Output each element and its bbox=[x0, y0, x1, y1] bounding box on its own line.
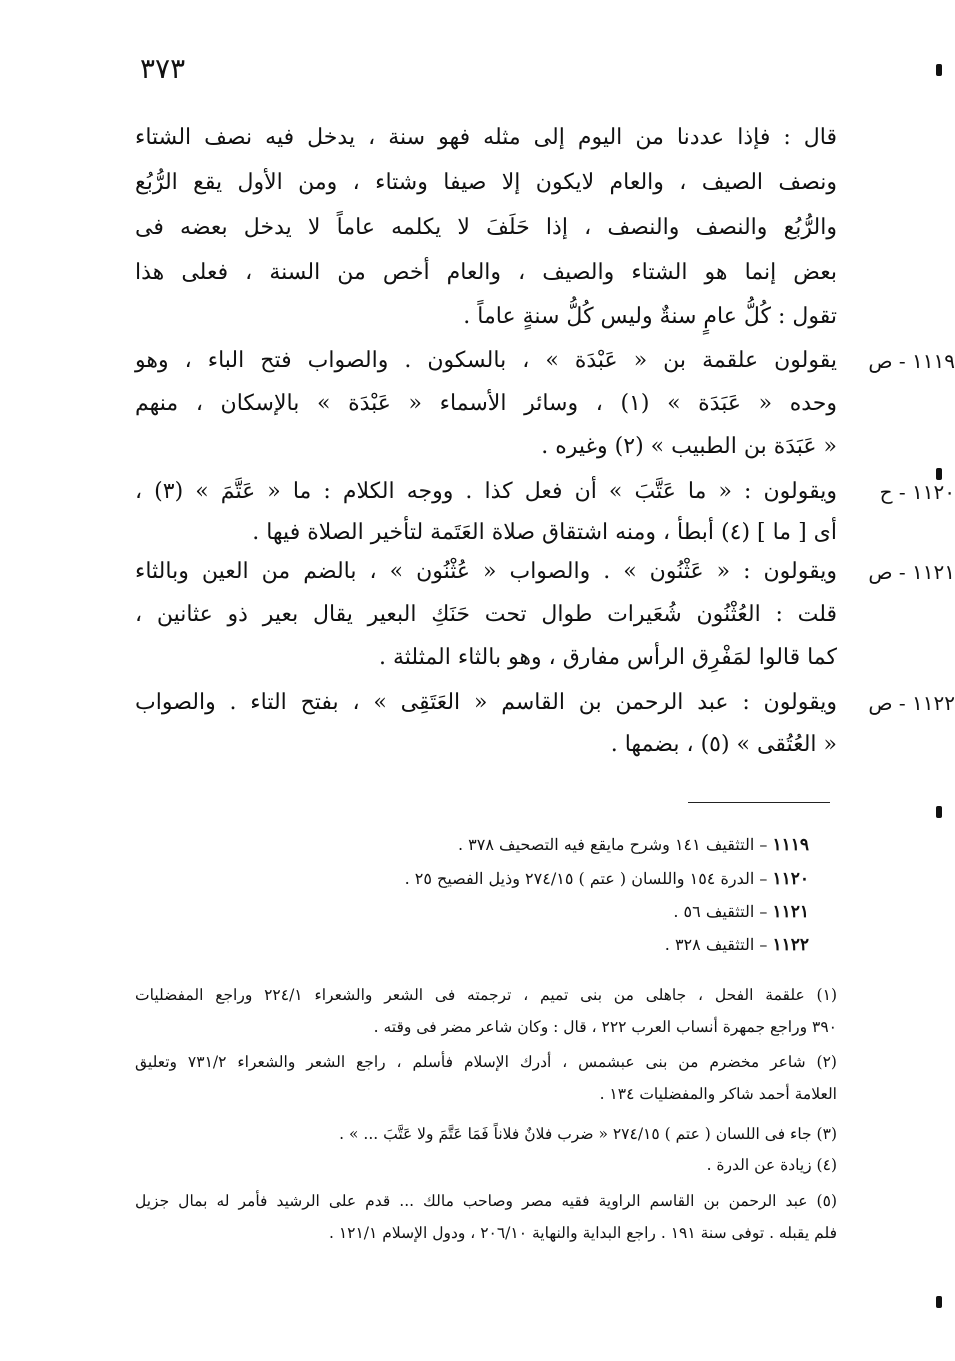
line-text: قلت : العُثْنُون شُعَيرات طوال تحت حَنَكِ البعير يقال بعير ذو عثانين ، bbox=[135, 602, 837, 627]
entry-number: ١١٢٢ - ص bbox=[868, 691, 955, 715]
text-line bbox=[135, 384, 837, 424]
source-line bbox=[209, 930, 809, 960]
scan-edge-mark bbox=[936, 64, 942, 76]
line-text: تقول : كُلُّ عامٍ سنةٌ وليس كُلُّ سنةٍ عاماً . bbox=[463, 304, 837, 329]
source-number: ١١٢٠ bbox=[772, 869, 809, 889]
text-line bbox=[135, 253, 837, 293]
line-text: كما قالوا لمَفْرِق الرأس مفارق ، وهو بالثاء المثلثة . bbox=[378, 645, 837, 670]
line-text: ويقولون : « عَثْنُون » . والصواب « عُثْنُون » ، بالضم من العين وبالثاء bbox=[135, 559, 837, 584]
source-text: – التثقيف ٣٢٨ . bbox=[664, 935, 768, 954]
source-text: – التثقيف ٥٦ . bbox=[673, 902, 768, 921]
line-text: ونصف الصيف ، والعام لايكون إلا صيفا وشتاء ، ومن الأول يقع الرُّبُع bbox=[135, 170, 837, 195]
text-line bbox=[135, 118, 837, 158]
source-line bbox=[209, 864, 809, 894]
text-line bbox=[135, 297, 837, 337]
footnote-line: ٣٩٠ وراجع جمهرة أنساب العرب ٢٢٢ ، قال : وكان شاعر مضر فى وقته . bbox=[373, 1018, 837, 1036]
line-text: ويقولون : عبد الرحمن بن القاسم « العَتَقِى » ، بفتح التاء . والصواب bbox=[135, 690, 837, 715]
footnote-line: (١) علقمة الفحل ، جاهلى من بنى تميم ، ترجمته فى الشعر والشعراء ٢٢٤/١ وراجع المفضليات bbox=[135, 986, 837, 1004]
text-line bbox=[135, 341, 837, 381]
text-line bbox=[135, 472, 837, 512]
footnote-line: (٥) عبد الرحمن بن القاسم الراوية فقيه مصر وصاحب مالك ... قدم على الرشيد فأمر له بمال جزيل bbox=[135, 1192, 837, 1210]
scan-edge-mark bbox=[936, 468, 942, 480]
source-number: ١١٢٢ bbox=[772, 935, 809, 955]
source-line bbox=[209, 830, 809, 860]
source-line bbox=[209, 897, 809, 927]
source-number: ١١١٩ bbox=[772, 835, 809, 855]
footnote-line: (٣) جاء فى اللسان ( عتم ) ٢٧٤/١٥ « ضرب فلانٌ فلاناً فَمَا عَتَّمَ ولا عَتَّبَ ... » . bbox=[339, 1125, 837, 1143]
text-line bbox=[135, 163, 837, 203]
text-line bbox=[135, 552, 837, 592]
text-line bbox=[135, 683, 837, 723]
source-number: ١١٢١ bbox=[772, 902, 809, 922]
text-line bbox=[135, 427, 837, 467]
text-line bbox=[135, 208, 837, 248]
footnote-line: فلم يقبله . توفى سنة ١٩١ . راجع البداية والنهاية ٢٠٦/١٠ ، ودول الإسلام ١٢١/١ . bbox=[328, 1224, 837, 1242]
line-text: بعض إنما هو الشتاء والصيف ، والعام أخص من السنة ، فعلى هذا bbox=[135, 260, 837, 285]
main-text bbox=[135, 118, 955, 768]
line-text: « العُتُقى » (٥) ، بضمها . bbox=[610, 732, 837, 757]
text-line bbox=[135, 595, 837, 635]
page-number: ٣٧٣ bbox=[140, 52, 186, 85]
footnote-line: (٤) زيادة عن الدرة . bbox=[706, 1156, 837, 1174]
text-line bbox=[135, 638, 837, 678]
source-text: – التثقيف ١٤١ وشرح مايقع فيه التصحيف ٣٧٨ . bbox=[457, 835, 768, 854]
footnote-line: (٢) شاعر مخضرم من بنى عبشمس ، أدرك الإسلام فأسلم ، راجع الشعر والشعراء ٧٣١/٢ وتعليق bbox=[135, 1053, 837, 1071]
line-text: قال : فإذا عددنا من اليوم إلى مثله فهو سنة ، يدخل فيه نصف الشتاء bbox=[135, 125, 837, 150]
text-line bbox=[135, 725, 837, 765]
line-text: يقولون علقمة بن « عَبْدَة » ، بالسكون . والصواب فتح الباء ، وهو bbox=[135, 348, 837, 373]
text-line bbox=[135, 513, 837, 553]
source-text: – الدرة ١٥٤ واللسان ( عتم ) ٢٧٤/١٥ وذيل الفصيح ٢٥ . bbox=[404, 869, 768, 888]
footnote-separator bbox=[688, 802, 830, 803]
scan-edge-mark bbox=[936, 1296, 942, 1308]
scan-edge-mark bbox=[936, 806, 942, 818]
entry-number: ١١١٩ - ص bbox=[868, 349, 955, 373]
line-text: أى [ ما ] (٤) أبطأ ، ومنه اشتقاق صلاة العَتَمة لتأخير الصلاة فيها . bbox=[252, 520, 837, 545]
line-text: وحده « عَبَدَة » (١) ، وسائر الأسماء « عَبْدَة » بالإسكان ، منهم bbox=[135, 391, 837, 416]
footnote-line: العلامة أحمد شاكر والمفضليات ١٣٤ . bbox=[599, 1085, 837, 1103]
entry-number: ١١٢١ - ص bbox=[868, 560, 955, 584]
line-text: « عَبَدَة بن الطبيب » (٢) وغيره . bbox=[541, 434, 837, 459]
line-text: ويقولون : « ما عَتَّبَ » أن فعل كذا . ووجه الكلام : ما « عَتَّمَ » (٣) ، bbox=[135, 479, 837, 504]
entry-number: ١١٢٠ - ح bbox=[879, 480, 955, 504]
line-text: والرُّبُع والنصف والنصف ، إذا حَلَفَ لا يكلمه عاماً لا يدخل بعضه فى bbox=[135, 215, 837, 240]
